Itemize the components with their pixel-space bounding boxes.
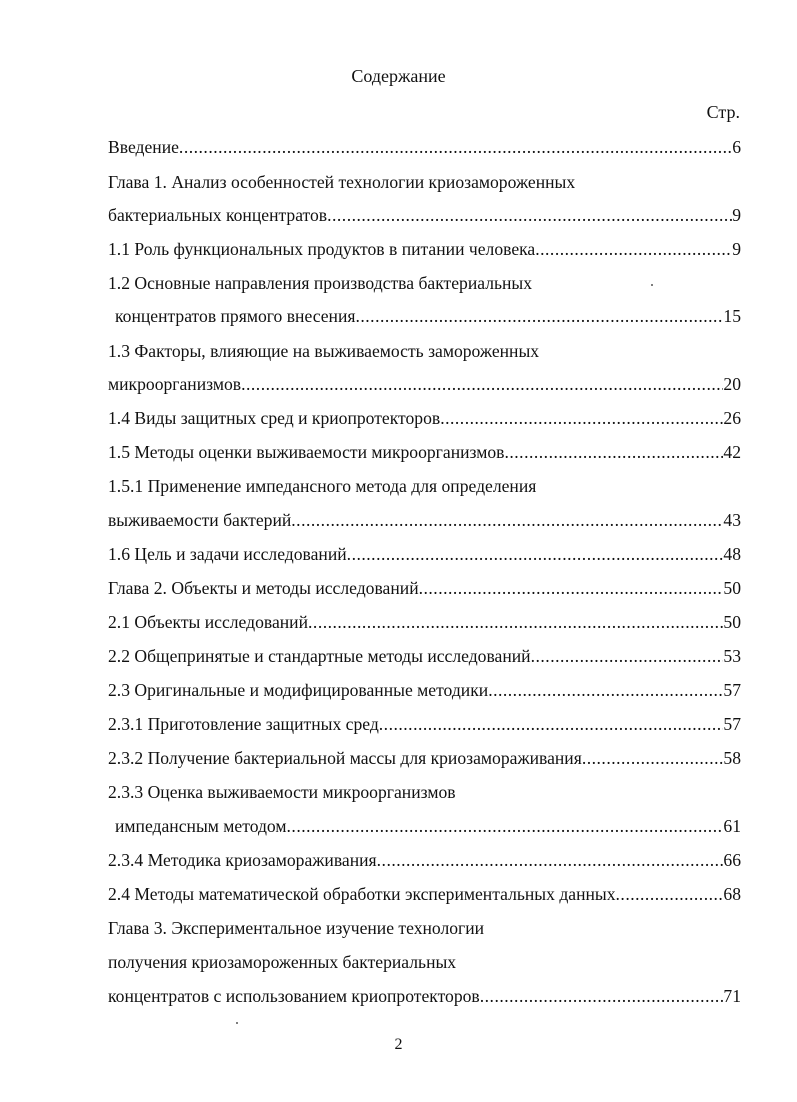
toc-entry: 1.2 Основные направления производства бактериальных <box>108 273 533 293</box>
toc-entry: 2.1 Объекты исследований ..... 50 <box>108 610 741 634</box>
toc-entry: 2.3.2 Получение бактериальной массы для криозамораживания ..... 58 <box>108 746 741 770</box>
toc-entry: выживаемости бактерий ..... 43 <box>108 508 741 532</box>
toc-entry: Глава 3. Экспериментальное изучение технологии <box>108 918 485 938</box>
toc-entry: импедансным методом ..... 61 <box>115 814 741 838</box>
toc-entry: 2.3.4 Методика криозамораживания ..... 66 <box>108 848 741 872</box>
toc-entry: 2.2 Общепринятые и стандартные методы исследований ..... 53 <box>108 644 741 668</box>
toc-entry: 1.3 Факторы, влияющие на выживаемость замороженных <box>108 341 540 361</box>
toc-entry: 2.3.3 Оценка выживаемости микроорганизмов <box>108 782 456 802</box>
scan-speck <box>236 1022 238 1024</box>
toc-entry: Введение ..... 6 <box>108 135 741 159</box>
scan-speck <box>651 284 653 286</box>
page-title: Содержание <box>351 66 446 86</box>
toc-entry: микроорганизмов ..... 20 <box>108 372 741 396</box>
toc-entry: получения криозамороженных бактериальных <box>108 952 457 972</box>
page-number: 2 <box>394 1036 403 1053</box>
toc-entry: 2.3 Оригинальные и модифицированные методики ..... 57 <box>108 678 741 702</box>
toc-entry: концентратов с использованием криопротекторов ..... 71 <box>108 984 741 1008</box>
toc-entry: 1.6 Цель и задачи исследований ..... 48 <box>108 542 741 566</box>
toc-entry: 2.3.1 Приготовление защитных сред ..... 57 <box>108 712 741 736</box>
toc-entry: 1.1 Роль функциональных продуктов в питании человека ..... 9 <box>108 237 741 261</box>
toc-entry: 1.4 Виды защитных сред и криопротекторов ..... 26 <box>108 406 741 430</box>
toc-entry: 2.4 Методы математической обработки экспериментальных данных ..... 68 <box>108 882 741 906</box>
toc-entry: 1.5 Методы оценки выживаемости микроорганизмов ..... 42 <box>108 440 741 464</box>
toc-entry: Глава 2. Объекты и методы исследований ..... 50 <box>108 576 741 600</box>
toc-entry: 1.5.1 Применение импедансного метода для определения <box>108 476 537 496</box>
toc-entry: бактериальных концентратов ..... 9 <box>108 203 741 227</box>
toc-entry: Глава 1. Анализ особенностей технологии криозамороженных <box>108 172 576 192</box>
page-column-label: Стр. <box>706 102 740 122</box>
toc-entry: концентратов прямого внесения ..... 15 <box>115 304 741 328</box>
